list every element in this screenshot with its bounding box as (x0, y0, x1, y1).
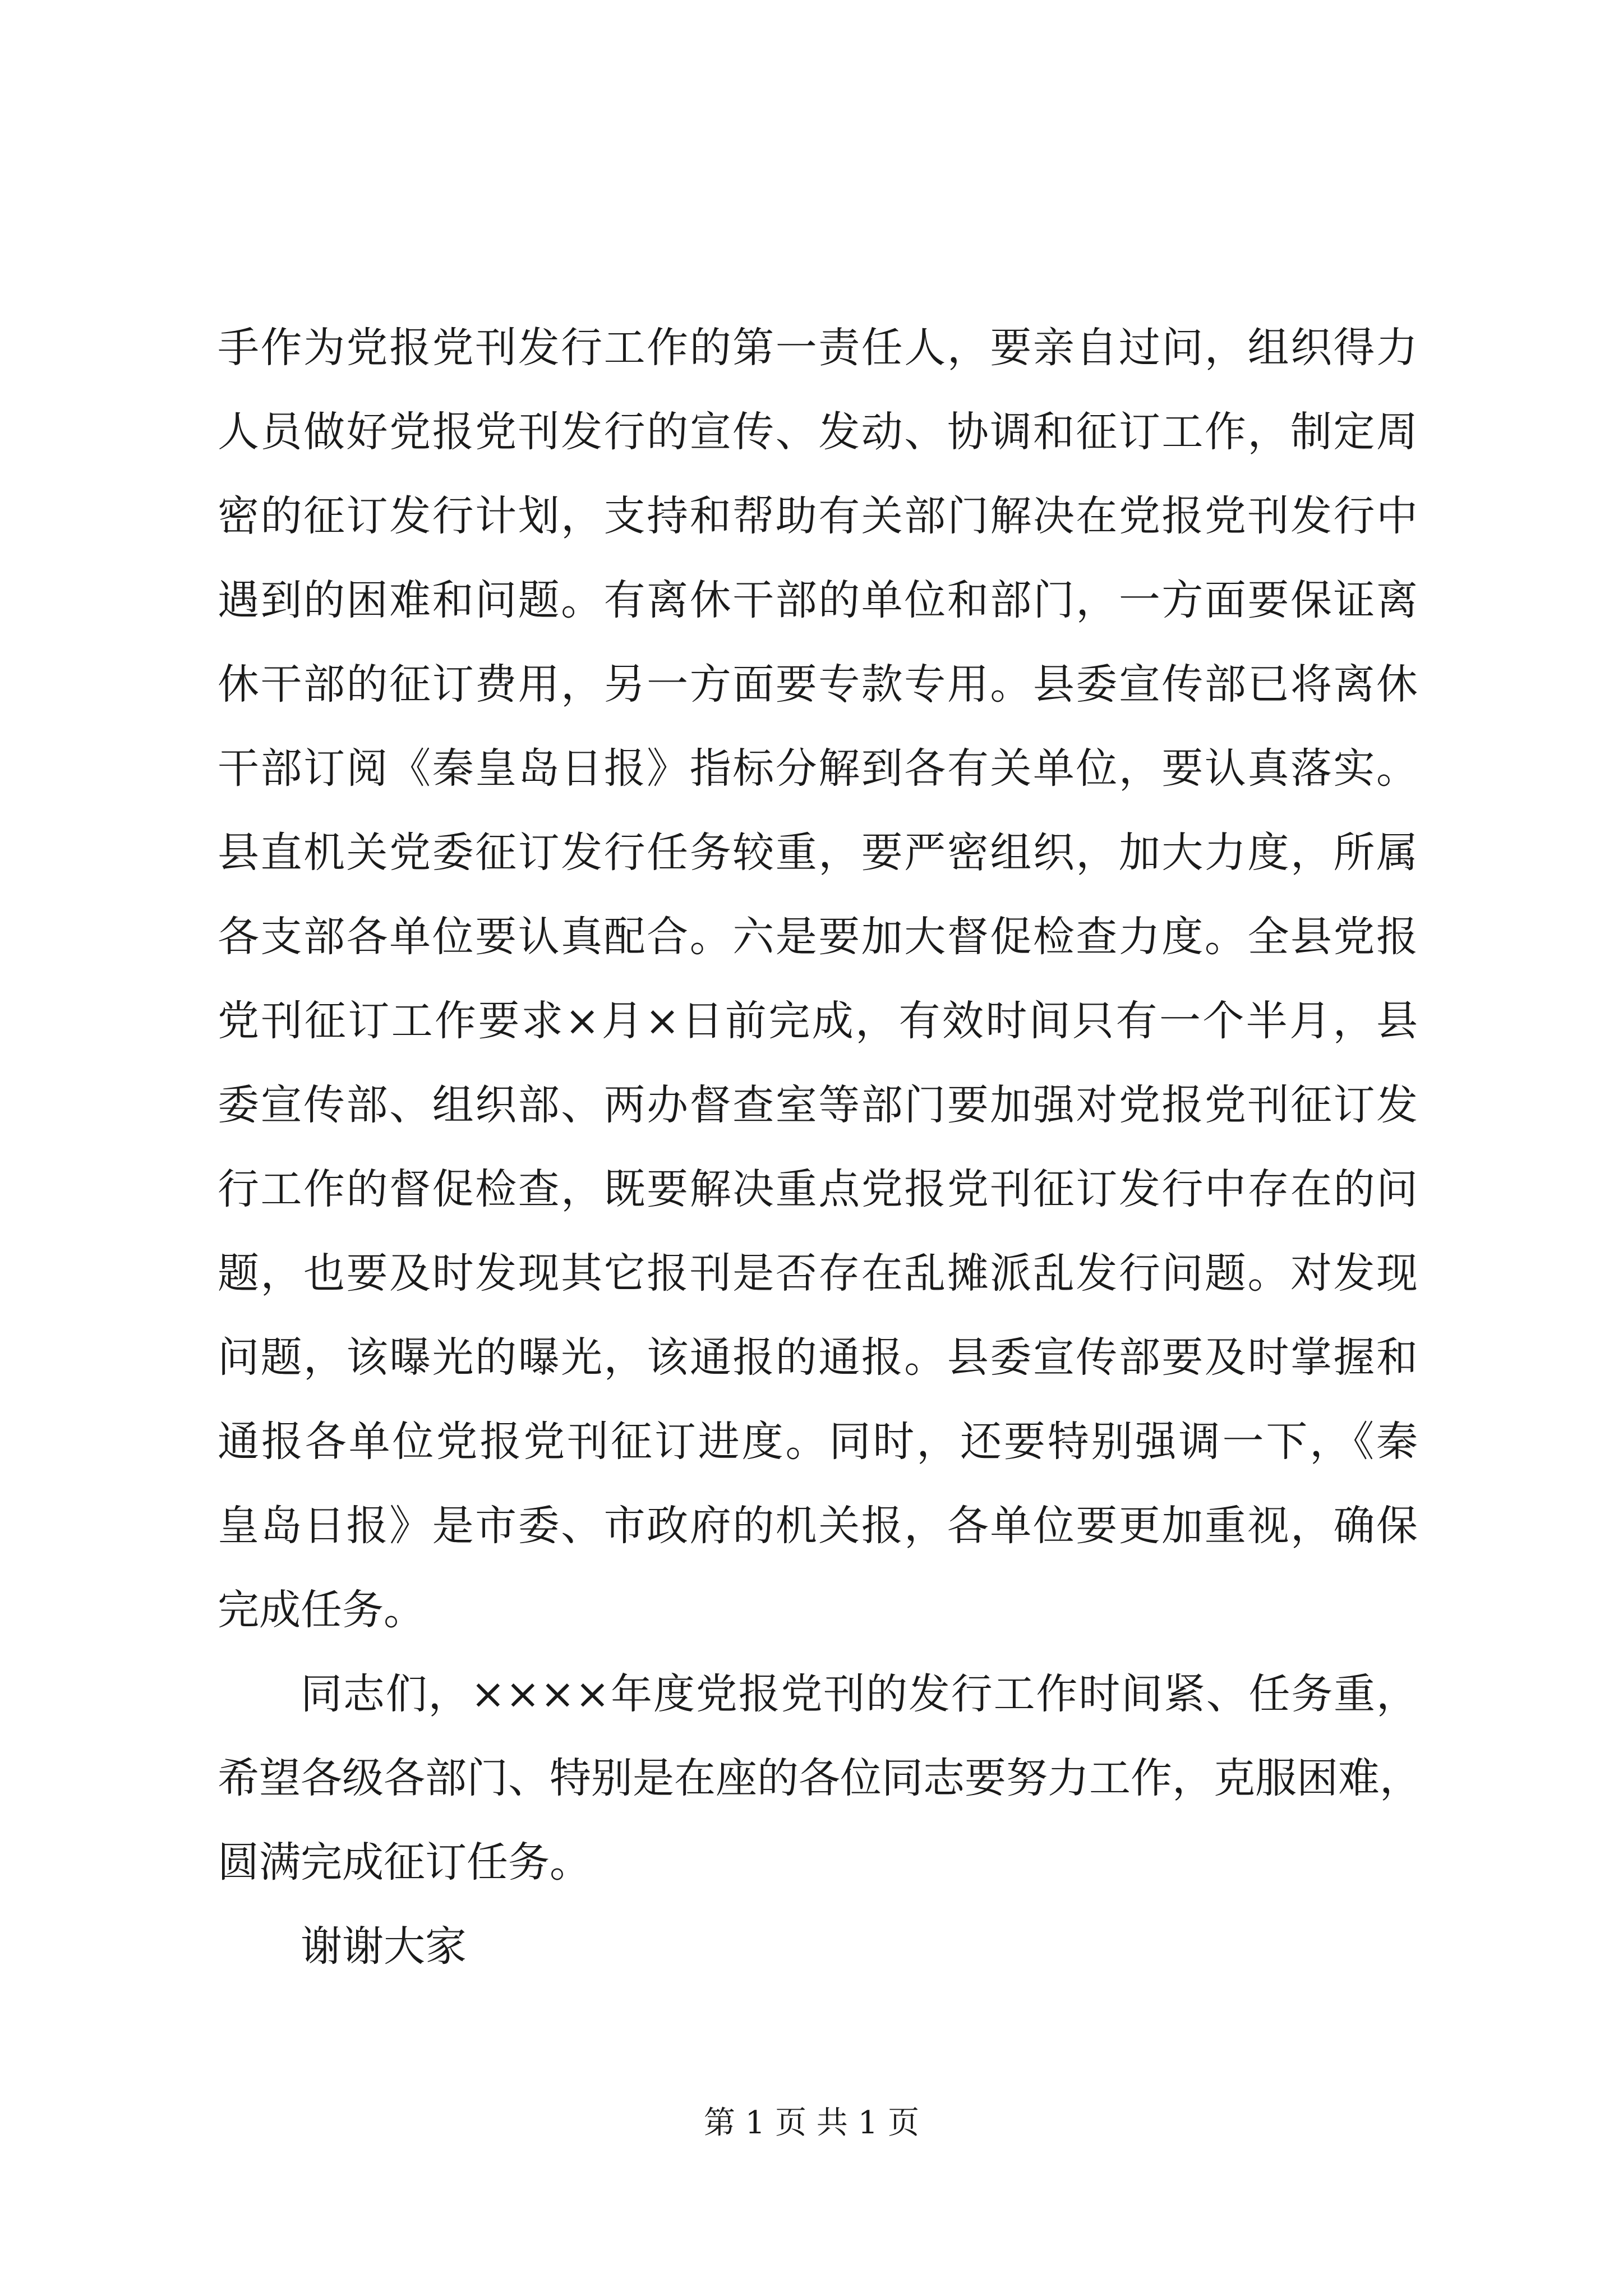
text-line: 行工作的督促检查，既要解决重点党报党刊征订发行中存在的问 (218, 1165, 1418, 1213)
text-line: 圆满完成征订任务。 (218, 1838, 591, 1887)
text-line: 手作为党报党刊发行工作的第一责任人，要亲自过问，组织得力 (218, 324, 1418, 372)
text-line: 休干部的征订费用，另一方面要专款专用。县委宣传部已将离休 (218, 660, 1418, 708)
text-line: 问题，该曝光的曝光，该通报的通报。县委宣传部要及时掌握和 (218, 1333, 1418, 1382)
text-line: 委宣传部、组织部、两办督查室等部门要加强对党报党刊征订发 (218, 1081, 1418, 1129)
page-footer: 第 1 页 共 1 页 (703, 2105, 920, 2141)
text-line: 密的征订发行计划，支持和帮助有关部门解决在党报党刊发行中 (218, 492, 1418, 540)
text-line: 人员做好党报党刊发行的宣传、发动、协调和征订工作，制定周 (218, 408, 1418, 456)
text-line: 党刊征订工作要求×月×日前完成，有效时间只有一个半月，县 (218, 997, 1418, 1045)
text-line: 各支部各单位要认真配合。六是要加大督促检查力度。全县党报 (218, 913, 1418, 961)
paragraph-2 (218, 1652, 1421, 1904)
text-line: 题，也要及时发现其它报刊是否存在乱摊派乱发行问题。对发现 (218, 1249, 1418, 1297)
text-line: 县直机关党委征订发行任务较重，要严密组织，加大力度，所属 (218, 829, 1418, 877)
text-line: 皇岛日报》是市委、市政府的机关报，各单位要更加重视，确保 (218, 1502, 1418, 1550)
text-line: 遇到的困难和问题。有离休干部的单位和部门，一方面要保证离 (218, 576, 1418, 624)
paragraph-1 (218, 306, 1418, 1652)
text-line: 完成任务。 (218, 1586, 425, 1634)
text-line: 同志们，××××年度党报党刊的发行工作时间紧、任务重， (301, 1670, 1418, 1718)
document-body (218, 306, 1421, 1989)
text-line: 干部订阅《秦皇岛日报》指标分解到各有关单位，要认真落实。 (218, 744, 1418, 793)
closing-remark: 谢谢大家 (301, 1922, 467, 1971)
text-line: 希望各级各部门、特别是在座的各位同志要努力工作，克服困难， (218, 1754, 1421, 1802)
text-line: 通报各单位党报党刊征订进度。同时，还要特别强调一下，《秦 (218, 1418, 1418, 1466)
